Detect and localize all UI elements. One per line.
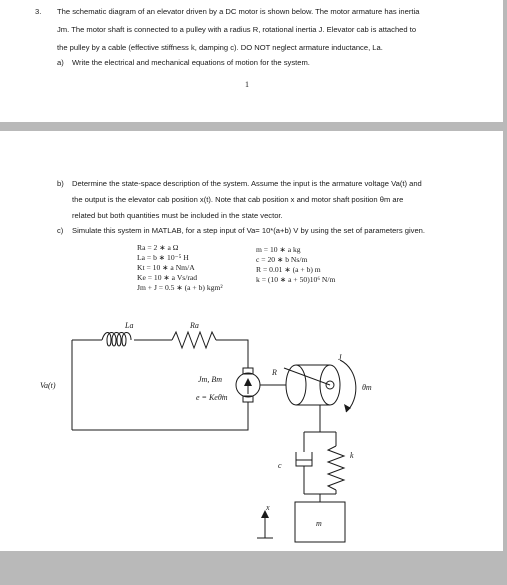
label-La: La <box>125 321 134 330</box>
question-text-line-1: The schematic diagram of an elevator driven by a DC motor is shown below. The motor armature has inertia <box>57 7 420 16</box>
label-Jm-Bm: Jm, Bm <box>198 375 222 384</box>
page-separator-bottom <box>0 551 507 585</box>
part-b-line-1: Determine the state-space description of the system. Assume the input is the armature voltage Va(t) and <box>72 179 422 188</box>
part-b-line-2: the output is the elevator cab position x(t). Note that cab position x and motor shaft position θm are <box>72 195 404 204</box>
page-1 <box>0 0 503 122</box>
param-La: La = b ∗ 10⁻⁵ H <box>137 253 189 262</box>
part-c-text: Simulate this system in MATLAB, for a step input of Va= 10*(a+b) V by using the set of parameters given. <box>72 226 426 235</box>
param-Ra: Ra = 2 ∗ a Ω <box>137 243 179 252</box>
param-Jm-J: Jm + J = 0.5 ∗ (a + b) kgm² <box>137 283 223 292</box>
question-number: 3. <box>35 7 42 16</box>
label-R: R <box>272 368 277 377</box>
part-c-label: c) <box>57 226 64 235</box>
page-number: 1 <box>245 80 249 89</box>
param-c: c = 20 ∗ b Ns/m <box>256 255 308 264</box>
question-text-line-3: the pulley by a cable (effective stiffness k, damping c). DO NOT neglect armature inductance, La. <box>57 43 383 52</box>
question-text-line-2: Jm. The motor shaft is connected to a pulley with a radius R, rotational inertia J. Elevator cab is attached to <box>57 25 417 34</box>
label-x: x <box>266 503 270 512</box>
param-m: m = 10 ∗ a kg <box>256 245 301 254</box>
param-Kt: Kt = 10 ∗ a Nm/A <box>137 263 195 272</box>
label-theta-m: θm <box>362 383 372 392</box>
param-k: k = (10 ∗ a + 50)10⁶ N/m <box>256 275 336 284</box>
part-a-text: Write the electrical and mechanical equations of motion for the system. <box>72 58 310 67</box>
label-J: J <box>338 353 342 362</box>
param-R: R = 0.01 ∗ (a + b) m <box>256 265 321 274</box>
part-b-line-3: related but both quantities must be included in the state vector. <box>72 211 283 220</box>
elevator-schematic <box>40 320 370 550</box>
param-Ke: Ke = 10 ∗ a Vs/rad <box>137 273 198 282</box>
scroll-edge <box>503 0 507 551</box>
label-Ra: Ra <box>190 321 199 330</box>
part-a-label: a) <box>57 58 64 67</box>
part-b-label: b) <box>57 179 64 188</box>
label-Va: Va(t) <box>40 381 56 390</box>
label-k: k <box>350 451 354 460</box>
label-c: c <box>278 461 282 470</box>
label-back-emf: e = Keθ̇m <box>196 393 228 402</box>
label-m: m <box>316 519 322 528</box>
page-separator-top <box>0 122 507 131</box>
